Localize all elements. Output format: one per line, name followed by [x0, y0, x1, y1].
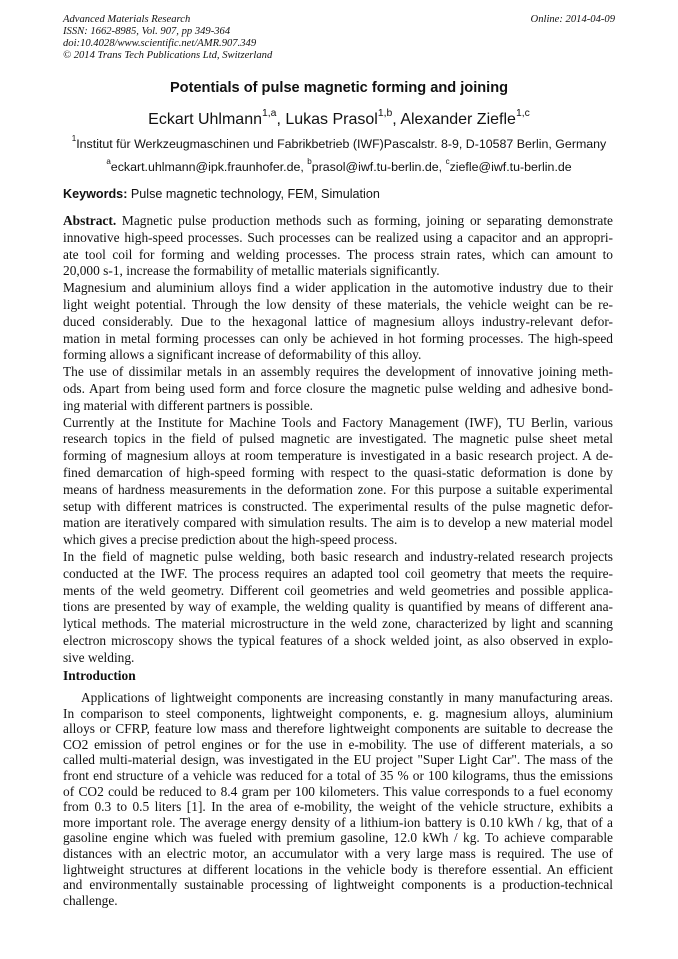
abstract-label: Abstract.	[63, 213, 117, 228]
line-text: ing material with different partners is possible.	[63, 397, 314, 413]
line-text: fined demarcation of high-speed forming with respect to the quasi-static deformation is done by	[63, 464, 613, 480]
author-sup: 1,c	[515, 108, 530, 119]
line-text: lytical methods. The material microstructure in the weld zone, characterized by light and scanning	[63, 616, 613, 632]
text-line	[63, 650, 613, 667]
line-text: setup with different matrices is constructed. The experimental results of the pulse magnetic defor-	[63, 498, 613, 514]
line-text: electron microscopy shows the typical features of a shock welded joint, as also observed in explo-	[63, 632, 613, 648]
text-line	[63, 515, 613, 532]
line-text: from 0.3 to 0.5 liters [1]. In the area of e-mobility, the weight of the vehicle structure, exhibits a	[63, 799, 613, 815]
text-line	[63, 690, 613, 706]
line-text: Magnesium and aluminium alloys find a wider application in the automotive industry due to their	[63, 280, 613, 296]
online-date: Online: 2014-04-09	[530, 14, 615, 25]
keywords-text: Pulse magnetic technology, FEM, Simulation	[127, 187, 380, 201]
keywords	[63, 187, 380, 201]
line-text: forming allows a significant increase of deformability of this alloy.	[63, 347, 422, 363]
text-line	[63, 381, 613, 398]
line-text: innovative high-speed processes. Such processes can be realized using a capacitor and an appropri-	[63, 229, 613, 245]
line-text: of CO2 could be reduced to 8.4 gram per 100 kilometers. This value corresponds to a fuel economy	[63, 783, 613, 799]
text-line	[63, 737, 613, 753]
text-line	[63, 431, 613, 448]
text-line	[63, 247, 613, 264]
affiliation-text: Institut für Werkzeugmaschinen und Fabrikbetrieb (IWF)Pascalstr. 8-9, D-10587 Berlin, Germany	[76, 137, 607, 151]
paper-title: Potentials of pulse magnetic forming and joining	[169, 80, 509, 96]
text-line	[63, 799, 613, 815]
emails	[0, 157, 678, 174]
text-line	[63, 599, 613, 616]
line-text: which gives a precise prediction about the high-speed process.	[63, 532, 398, 548]
line-text: CO2 emission of petrol engines or for the use in e-mobility. The use of different materials, a so	[63, 736, 613, 752]
text-line	[63, 331, 613, 348]
text-line	[63, 314, 613, 331]
line-text: duced considerably. Due to the hexagonal lattice of magnesium alloys industry-relevant defor-	[63, 313, 613, 329]
line-text: more important role. The average energy density of a lithium-ion battery is 0.10 kWh / kg, that of a	[63, 814, 613, 830]
section-heading-introduction: Introduction	[63, 668, 136, 683]
text-line	[63, 499, 613, 516]
line-text: The use of dissimilar metals in an assembly requires the development of innovative joining meth-	[63, 364, 613, 380]
line-text: lightweight structures at different locations in the vehicle body is therefore essential. An efficient	[63, 861, 613, 877]
line-text: gasoline engine which was fueled with premium gasoline, 12.0 kWh / kg. To achieve comparable	[63, 830, 613, 846]
line-text: In the field of magnetic pulse welding, both basic research and industry-related research projects	[63, 548, 613, 564]
doi: doi:10.4028/www.scientific.net/AMR.907.349	[63, 38, 257, 49]
text-line	[63, 398, 613, 415]
text-line	[63, 768, 613, 784]
text-line	[63, 815, 613, 831]
line-text: front end structure of a vehicle was reduced for a total of 35 % or 100 kilograms, thus the emissions	[63, 767, 613, 783]
line-text: called multi-material design, was investigated in the EU project "Super Light Car". The mass of the	[63, 752, 613, 768]
line-text: forming of magnesium alloys at room temperature is investigated in a basic research project. A de-	[63, 448, 613, 464]
email[interactable]: ziefle@iwf.tu-berlin.de	[449, 160, 572, 174]
author-name: Lukas Prasol	[285, 111, 378, 128]
text-line	[63, 706, 613, 722]
authors: Eckart Uhlmann$^{1,a}$, Lukas Prasol$^{1,b}$, Alexander Ziefle$^{1,c}$	[148, 108, 530, 128]
text-line	[63, 263, 613, 280]
line-text: Applications of lightweight components are increasing constantly in many manufacturing areas.	[81, 690, 613, 705]
text-line	[63, 721, 613, 737]
text-line	[63, 549, 613, 566]
line-text: conducted at the IWF. The process requires an adapted tool coil geometry that meets the require-	[63, 565, 613, 581]
abstract	[63, 213, 613, 667]
line-text: ments of the weld geometry. Different coil geometries and weld geometries and possible applica-	[63, 582, 613, 598]
text-line	[63, 877, 613, 893]
line-text: ate tool coil for forming and welding processes. The process strain rates, which can amount to	[63, 246, 613, 262]
introduction-body	[63, 690, 613, 908]
text-line	[63, 633, 613, 650]
author-name: Alexander Ziefle	[400, 111, 516, 128]
journal-header	[63, 14, 272, 62]
text-line	[63, 230, 613, 247]
text-line	[63, 347, 613, 364]
email[interactable]: prasol@iwf.tu-berlin.de,	[311, 160, 446, 174]
text-line	[63, 862, 613, 878]
text-line	[63, 280, 613, 297]
text-line	[63, 364, 613, 381]
line-text: mation are iteratively compared with simulation results. The aim is to develop a new material model	[63, 515, 613, 531]
text-line	[63, 532, 613, 549]
text-line	[63, 297, 613, 314]
email-sup: c	[445, 157, 450, 166]
author-sup: 1,b	[377, 108, 393, 119]
affiliation	[0, 134, 678, 151]
line-text: research topics in the field of pulsed magnetic are investigated. The magnetic pulse sheet metal	[63, 431, 613, 447]
line-text: 20,000 s-1, increase the formability of metallic materials significantly.	[63, 263, 440, 279]
line-text: ods. Apart from being used form and force closure the magnetic pulse welding and adhesive bond-	[63, 380, 613, 396]
line-text: alloys or CFRP, feature low mass and therefore lightweight components are suitable to decrease the	[63, 721, 613, 737]
copyright: © 2014 Trans Tech Publications Ltd, Switzerland	[63, 50, 273, 61]
line-text: Currently at the Institute for Machine Tools and Factory Management (IWF), TU Berlin, various	[63, 414, 613, 430]
text-line	[63, 448, 613, 465]
author-name: Eckart Uhlmann	[148, 111, 262, 128]
email[interactable]: eckart.uhlmann@ipk.fraunhofer.de,	[110, 160, 308, 174]
journal-name: Advanced Materials Research	[63, 14, 191, 25]
line-text: sive welding.	[63, 649, 135, 665]
email-sup: a	[106, 157, 111, 166]
issn: ISSN: 1662-8985, Vol. 907, pp 349-364	[63, 26, 231, 37]
line-text: challenge.	[63, 892, 118, 908]
line-text: mation in metal forming processes can only be achieved in hot forming processes. The high-speed	[63, 330, 613, 346]
author-sup: 1,a	[262, 108, 277, 119]
text-line	[63, 830, 613, 846]
text-line	[63, 465, 613, 482]
line-text: In comparison to steel components, lightweight components, e. g. magnesium alloys, aluminium	[63, 705, 613, 721]
line-text: tions are presented by way of example, the welding quality is quantified by means of different ana-	[63, 599, 613, 615]
text-line	[63, 616, 613, 633]
text-line	[63, 482, 613, 499]
line-text: light weight potential. Through the low density of these materials, the vehicle weight can be re-	[63, 296, 613, 312]
affiliation-sup: 1	[71, 134, 77, 143]
email-sup: b	[307, 157, 312, 166]
keywords-label: Keywords:	[63, 187, 128, 201]
text-line	[63, 213, 613, 230]
text-line	[63, 784, 613, 800]
text-line	[63, 893, 613, 909]
text-line	[63, 566, 613, 583]
text-line	[63, 415, 613, 432]
line-text: distances with an electric motor, an accumulator with a very large mass is required. The use of	[63, 845, 613, 861]
line-text: Magnetic pulse production methods such as forming, joining or separating demonstrate	[121, 213, 613, 228]
text-line	[63, 583, 613, 600]
text-line	[63, 846, 613, 862]
line-text: means of hardness measurements in the deformation zone. For this purpose a suitable experimental	[63, 481, 613, 497]
line-text: and environmentally sustainable processing of lightweight components is a production-technical	[63, 877, 613, 893]
text-line	[63, 752, 613, 768]
